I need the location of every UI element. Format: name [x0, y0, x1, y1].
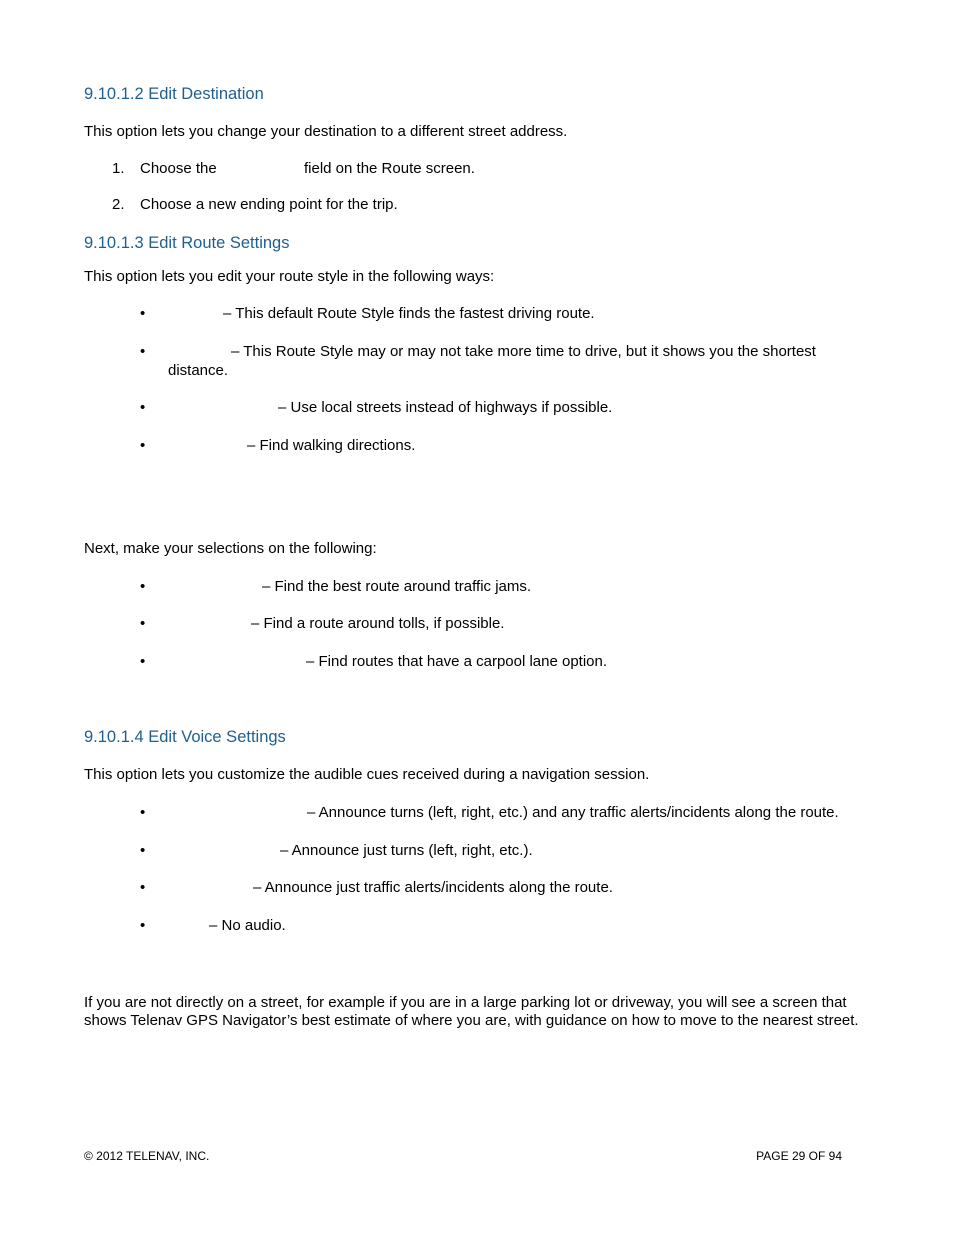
list-item: – Find walking directions.: [247, 437, 416, 454]
next-selections-intro: Next, make your selections on the following:: [84, 540, 377, 557]
edit-route-settings-intro: This option lets you edit your route style in the following ways:: [84, 268, 495, 285]
footer-page-number: PAGE 29 OF 94: [756, 1149, 842, 1163]
list-item-continuation: distance.: [168, 362, 229, 379]
list-item: – Find the best route around traffic jams.: [262, 578, 532, 595]
bullet-icon: •: [140, 842, 146, 859]
list-item: – Use local streets instead of highways if possible.: [278, 399, 613, 416]
list-item: – Announce just turns (left, right, etc.).: [280, 842, 533, 859]
bullet-icon: •: [140, 653, 146, 670]
section-heading-edit-destination: 9.10.1.2 Edit Destination: [84, 85, 264, 103]
footer-copyright: © 2012 TELENAV, INC.: [84, 1149, 210, 1163]
list-item: – This default Route Style finds the fastest driving route.: [223, 305, 595, 322]
step-number: 1.: [112, 160, 125, 177]
bullet-icon: •: [140, 578, 146, 595]
bullet-icon: •: [140, 879, 146, 896]
closing-paragraph-line: shows Telenav GPS Navigator’s best estimate of where you are, with guidance on how to move to the nearest street.: [84, 1012, 859, 1029]
closing-paragraph-line: If you are not directly on a street, for example if you are in a large parking lot or driveway, you will see a screen that: [84, 994, 847, 1011]
bullet-icon: •: [140, 305, 146, 322]
step-text: Choose the: [140, 160, 217, 177]
list-item: – No audio.: [209, 917, 286, 934]
bullet-icon: •: [140, 437, 146, 454]
step-number: 2.: [112, 196, 125, 213]
bullet-icon: •: [140, 615, 146, 632]
list-item: – Announce just traffic alerts/incidents along the route.: [253, 879, 613, 896]
section-heading-edit-route-settings: 9.10.1.3 Edit Route Settings: [84, 234, 290, 252]
bullet-icon: •: [140, 917, 146, 934]
edit-destination-intro: This option lets you change your destination to a different street address.: [84, 123, 568, 140]
list-item: – This Route Style may or may not take more time to drive, but it shows you the shortest: [231, 343, 816, 360]
list-item: – Announce turns (left, right, etc.) and any traffic alerts/incidents along the route.: [307, 804, 839, 821]
edit-voice-settings-intro: This option lets you customize the audible cues received during a navigation session.: [84, 766, 650, 783]
list-item: – Find a route around tolls, if possible.: [251, 615, 505, 632]
bullet-icon: •: [140, 804, 146, 821]
bullet-icon: •: [140, 343, 146, 360]
list-item: – Find routes that have a carpool lane option.: [306, 653, 608, 670]
step-text: field on the Route screen.: [304, 160, 475, 177]
bullet-icon: •: [140, 399, 146, 416]
step-text: Choose a new ending point for the trip.: [140, 196, 398, 213]
section-heading-edit-voice-settings: 9.10.1.4 Edit Voice Settings: [84, 728, 286, 746]
